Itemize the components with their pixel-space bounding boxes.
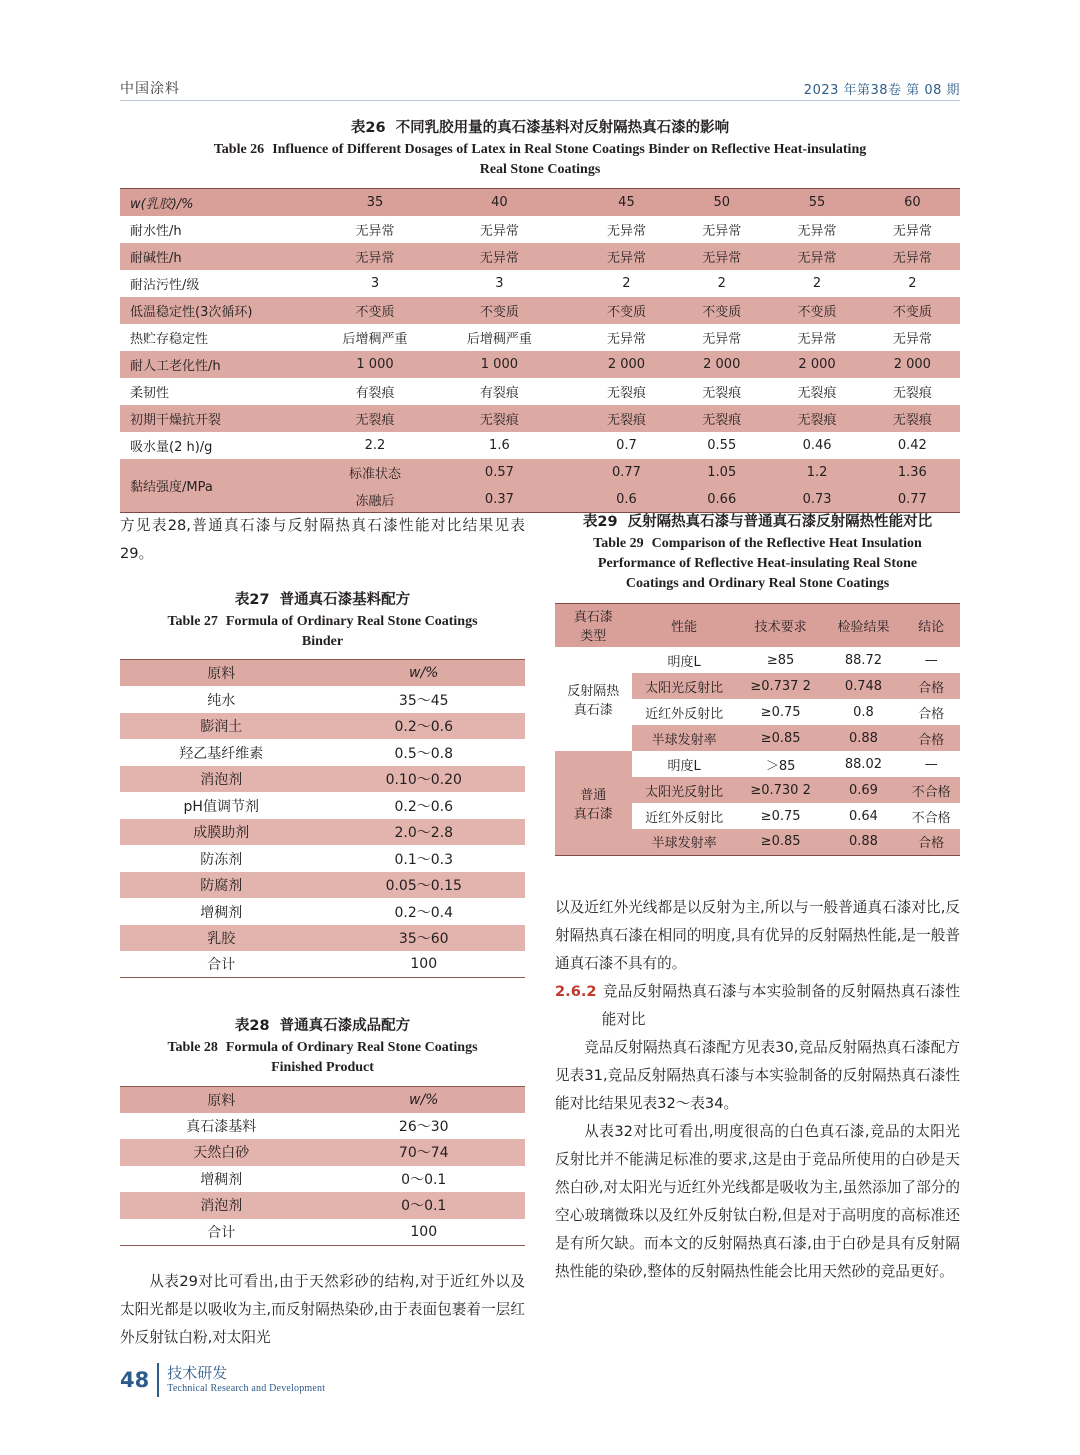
table26-caption-en-line2: Real Stone Coatings bbox=[479, 162, 601, 178]
cell: 有裂痕 bbox=[479, 385, 519, 401]
table-row bbox=[120, 872, 525, 899]
cell: — bbox=[924, 652, 938, 668]
table29-caption-en-num: Table 29 bbox=[593, 535, 644, 551]
cell: 2 bbox=[908, 275, 917, 291]
table28-caption-cn-text: 普通真石漆成品配方 bbox=[279, 1018, 411, 1035]
cell: 0.42 bbox=[897, 437, 927, 453]
table28-caption-en bbox=[120, 1038, 525, 1058]
table26-row5-label: 耐人工老化性/h bbox=[130, 358, 221, 374]
cell: 合格 bbox=[918, 706, 945, 722]
cell: ≥0.85 bbox=[760, 730, 801, 746]
cell: 0.57 bbox=[484, 464, 514, 480]
cell: 0.05～0.15 bbox=[385, 878, 462, 895]
cell: 不变质 bbox=[702, 304, 742, 320]
table29 bbox=[555, 603, 960, 856]
cell: 0.6 bbox=[616, 491, 637, 507]
cell: 0.5～0.8 bbox=[394, 745, 454, 762]
table26-caption-en2 bbox=[120, 160, 960, 180]
table-row bbox=[120, 1192, 525, 1219]
cell: 2.2 bbox=[364, 437, 386, 453]
cell: 0.64 bbox=[848, 808, 878, 824]
table26 bbox=[120, 188, 960, 513]
table-row bbox=[120, 270, 960, 297]
cell: 0.77 bbox=[897, 491, 927, 507]
page-number: 48 bbox=[120, 1368, 150, 1392]
table29-caption-en-line2: Performance of Reflective Heat-insulating Real Stone bbox=[597, 556, 918, 572]
table-row bbox=[120, 1139, 525, 1166]
cell: 不变质 bbox=[606, 304, 646, 320]
cell: ≥0.75 bbox=[760, 808, 801, 824]
table26-row2-label: 耐沾污性/级 bbox=[130, 277, 200, 293]
cell: 无异常 bbox=[892, 223, 932, 239]
table-row bbox=[120, 766, 525, 793]
table-row bbox=[120, 660, 525, 687]
running-head bbox=[120, 72, 960, 98]
table26-row1-label: 耐碱性/h bbox=[130, 250, 182, 266]
cell: 半球发射率 bbox=[651, 836, 717, 852]
table26-row7-label: 初期干燥抗开裂 bbox=[130, 412, 222, 428]
table26-sublabel-0: 标准状态 bbox=[348, 466, 401, 482]
table26-header-6: 60 bbox=[904, 195, 921, 211]
cell: 无裂痕 bbox=[606, 412, 646, 428]
cell: 明度L bbox=[667, 654, 701, 670]
left-intro-paragraph bbox=[120, 512, 525, 568]
cell: 膨润土 bbox=[200, 719, 243, 736]
table28-caption-en-line1: Formula of Ordinary Real Stone Coatings bbox=[225, 1040, 478, 1056]
cell: 0.2～0.4 bbox=[394, 904, 454, 921]
left-bottom-text: 从表29对比可看出,由于天然彩砂的结构,对于近红外以及太阳光都是以吸收为主,而反射隔热染砂,由于表面包裹着一层红外反射钛白粉,对太阳光 bbox=[120, 1272, 525, 1346]
table-row bbox=[120, 432, 960, 459]
table29-caption-en bbox=[555, 534, 960, 554]
cell: 无异常 bbox=[606, 331, 646, 347]
cell: 0.66 bbox=[707, 491, 737, 507]
table29-caption-en-line1: Comparison of the Reflective Heat Insulation bbox=[651, 535, 922, 551]
cell: 合格 bbox=[918, 680, 945, 696]
cell: 成膜助剂 bbox=[193, 825, 250, 842]
table-row bbox=[120, 739, 525, 766]
table29-caption-en2 bbox=[555, 554, 960, 574]
right-paragraph-2: 竞品反射隔热真石漆配方见表30,竞品反射隔热真石漆配方见表31,竞品反射隔热真石漆与本实验制备的反射隔热真石漆性能对比结果见表32～表34。 bbox=[555, 1038, 960, 1112]
cell: 无异常 bbox=[702, 331, 742, 347]
table26-header-5: 55 bbox=[808, 195, 826, 211]
right-paragraph-3: 从表32对比可看出,明度很高的白色真石漆,竞品的太阳光反射比并不能满足标准的要求,这是由于竞品所使用的白砂是天然白砂,对太阳光与近红外光线都是吸收为主,虽然添加了部分的空心玻璃微珠以及红外反射钛白粉,但是对于高明度的高标准还是有所欠缺。而本文的反射隔热真石漆,由于白砂是具有反射隔热性能的染砂,整体的反射隔热性能会比用天然砂的竞品更好。 bbox=[555, 1122, 960, 1280]
right-text-block bbox=[555, 894, 960, 1286]
table27-header-0: 原料 bbox=[207, 666, 236, 683]
table29-group1-l1: 普通 bbox=[580, 787, 607, 803]
table29-header-1: 性能 bbox=[671, 619, 698, 635]
cell: ≥0.737 2 bbox=[750, 678, 811, 694]
cell: 0.73 bbox=[802, 491, 832, 507]
cell: 2 000 bbox=[893, 356, 931, 372]
cell: 无裂痕 bbox=[892, 412, 932, 428]
cell: 无异常 bbox=[702, 223, 742, 239]
cell: 合格 bbox=[918, 836, 945, 852]
table29-group0-l2: 真石漆 bbox=[573, 703, 613, 719]
cell: 无裂痕 bbox=[797, 385, 837, 401]
cell: 0.88 bbox=[848, 730, 878, 746]
table-row bbox=[120, 925, 525, 952]
table29-header-2: 技术要求 bbox=[754, 619, 807, 635]
cell: 1 000 bbox=[356, 356, 394, 372]
table-row bbox=[120, 1113, 525, 1140]
cell: pH值调节剂 bbox=[183, 798, 259, 815]
cell: 无异常 bbox=[892, 250, 932, 266]
left-intro-text: 方见表28,普通真石漆与反射隔热真石漆性能对比结果见表29。 bbox=[120, 517, 525, 562]
right-column bbox=[555, 512, 960, 1286]
table26-row6-label: 柔韧性 bbox=[130, 385, 170, 401]
table-row bbox=[555, 647, 960, 673]
cell: 有裂痕 bbox=[355, 385, 395, 401]
table26-row0-label: 耐水性/h bbox=[130, 223, 182, 239]
table29-header-type bbox=[555, 603, 632, 647]
table27 bbox=[120, 659, 525, 978]
table-row bbox=[120, 713, 525, 740]
table-row bbox=[120, 819, 525, 846]
cell: 近红外反射比 bbox=[645, 706, 724, 722]
cell: 无异常 bbox=[479, 223, 519, 239]
cell: 0.2～0.6 bbox=[394, 719, 454, 736]
cell: 不变质 bbox=[355, 304, 395, 320]
table-row bbox=[120, 845, 525, 872]
cell: 无异常 bbox=[355, 250, 395, 266]
cell: 3 bbox=[495, 275, 504, 291]
cell: — bbox=[924, 756, 938, 772]
table-row bbox=[120, 405, 960, 432]
cell: 不合格 bbox=[911, 810, 951, 826]
cell: 明度L bbox=[667, 758, 701, 774]
cell: 合计 bbox=[207, 957, 236, 974]
footer-divider bbox=[157, 1363, 159, 1397]
table29-header-4: 结论 bbox=[918, 619, 945, 635]
table29-header-3: 检验结果 bbox=[837, 619, 890, 635]
cell: 防腐剂 bbox=[200, 878, 243, 895]
table29-header-type-l1: 真石漆 bbox=[573, 610, 613, 626]
table-row bbox=[120, 1086, 525, 1113]
table28-caption-en2 bbox=[120, 1058, 525, 1078]
cell: 羟乙基纤维素 bbox=[179, 745, 264, 762]
table27-caption-en-line2: Binder bbox=[301, 634, 344, 650]
footer-label-cn: 技术研发 bbox=[167, 1364, 228, 1382]
table26-block bbox=[120, 118, 960, 513]
table26-merged-label: 黏结强度/MPa bbox=[130, 480, 213, 496]
cell: 100 bbox=[410, 1223, 438, 1240]
cell: 35～60 bbox=[398, 931, 449, 948]
cell: 无异常 bbox=[702, 250, 742, 266]
table27-header-1: w/% bbox=[409, 665, 439, 682]
cell: 不变质 bbox=[892, 304, 932, 320]
cell: 后增稠严重 bbox=[466, 331, 532, 347]
table26-header-1: 35 bbox=[366, 195, 384, 211]
header-rule bbox=[120, 100, 960, 101]
table26-caption-cn-num: 表26 bbox=[350, 120, 386, 136]
table26-header-0: w(乳胶)/% bbox=[130, 197, 194, 213]
journal-name: 中国涂料 bbox=[120, 81, 180, 97]
cell: 无异常 bbox=[797, 250, 837, 266]
cell: 合计 bbox=[207, 1224, 236, 1241]
cell: 2 000 bbox=[607, 356, 646, 372]
table26-caption-cn-text: 不同乳胶用量的真石漆基料对反射隔热真石漆的影响 bbox=[395, 120, 730, 136]
table26-caption-en-num: Table 26 bbox=[213, 141, 265, 157]
cell: 1.36 bbox=[897, 464, 927, 480]
cell: 增稠剂 bbox=[200, 904, 243, 921]
cell: 天然白砂 bbox=[193, 1145, 250, 1162]
cell: 0.46 bbox=[802, 437, 832, 453]
section-heading-262 bbox=[555, 978, 960, 1034]
cell: 88.02 bbox=[844, 756, 883, 772]
table26-caption-cn bbox=[120, 118, 960, 140]
table28-caption-en-line2: Finished Product bbox=[271, 1060, 374, 1076]
table-row bbox=[120, 378, 960, 405]
cell: 无异常 bbox=[355, 223, 395, 239]
cell: 乳胶 bbox=[207, 931, 236, 948]
cell: 半球发射率 bbox=[651, 732, 717, 748]
table-row bbox=[120, 686, 525, 713]
cell: 88.72 bbox=[844, 652, 883, 668]
right-paragraph-1: 以及近红外光线都是以反射为主,所以与一般普通真石漆对比,反射隔热真石漆在相同的明度,具有优异的反射隔热性能,是一般普通真石漆不具有的。 bbox=[555, 898, 960, 972]
cell: 2 bbox=[717, 275, 726, 291]
left-bottom-paragraph bbox=[120, 1268, 525, 1352]
table28-caption-cn-num: 表28 bbox=[234, 1018, 270, 1035]
table-row bbox=[120, 351, 960, 378]
table29-caption-en3 bbox=[555, 574, 960, 594]
cell: ＞85 bbox=[765, 758, 796, 774]
cell: 0.77 bbox=[611, 464, 641, 480]
cell: 无异常 bbox=[797, 331, 837, 347]
cell: 0.55 bbox=[707, 437, 737, 453]
table27-caption-en-line1: Formula of Ordinary Real Stone Coatings bbox=[225, 613, 478, 629]
table29-group1-name bbox=[555, 751, 632, 855]
table29-group0-l1: 反射隔热 bbox=[567, 684, 620, 700]
cell: 0.7 bbox=[616, 437, 637, 453]
table28-caption-cn bbox=[120, 1016, 525, 1038]
cell: 0.10～0.20 bbox=[385, 772, 462, 789]
cell: 不变质 bbox=[797, 304, 837, 320]
table29-block bbox=[555, 512, 960, 856]
cell: ≥0.75 bbox=[760, 704, 801, 720]
section-number: 2.6.2 bbox=[555, 982, 597, 1000]
table29-header-type-l2: 类型 bbox=[580, 629, 607, 645]
cell: 无裂痕 bbox=[702, 412, 742, 428]
cell: 太阳光反射比 bbox=[645, 784, 724, 800]
cell: 近红外反射比 bbox=[645, 810, 724, 826]
cell: 0.88 bbox=[848, 834, 878, 850]
table26-header-2: 40 bbox=[491, 195, 508, 211]
cell: 太阳光反射比 bbox=[645, 680, 724, 696]
footer-label-en: Technical Research and Development bbox=[167, 1383, 326, 1394]
table27-caption-cn bbox=[120, 590, 525, 612]
table-row bbox=[120, 951, 525, 978]
cell: 无裂痕 bbox=[355, 412, 395, 428]
table26-header-3: 45 bbox=[618, 195, 635, 211]
cell: 100 bbox=[410, 956, 438, 973]
table29-group1-l2: 真石漆 bbox=[573, 806, 613, 822]
table28-header-0: 原料 bbox=[207, 1092, 236, 1109]
table29-caption-cn bbox=[555, 512, 960, 534]
cell: 1.2 bbox=[806, 464, 828, 480]
cell: 0.1～0.3 bbox=[394, 851, 454, 868]
table-row bbox=[120, 297, 960, 324]
table28 bbox=[120, 1086, 525, 1246]
table27-caption-cn-num: 表27 bbox=[234, 592, 270, 608]
cell: 1.05 bbox=[707, 464, 737, 480]
cell: ≥0.85 bbox=[760, 834, 801, 850]
cell: 后增稠严重 bbox=[342, 331, 408, 347]
table26-row3-label: 低温稳定性(3次循环) bbox=[130, 304, 253, 320]
cell: 增稠剂 bbox=[200, 1171, 243, 1188]
table28-header-1: w/% bbox=[409, 1091, 439, 1108]
table26-caption-en bbox=[120, 140, 960, 160]
cell: 无裂痕 bbox=[702, 385, 742, 401]
cell: 2.0～2.8 bbox=[394, 825, 454, 842]
cell: 35～45 bbox=[398, 692, 449, 709]
table29-caption-cn-num: 表29 bbox=[582, 514, 618, 530]
cell: 26～30 bbox=[398, 1118, 449, 1135]
cell: ≥0.730 2 bbox=[750, 782, 811, 798]
table26-header-4: 50 bbox=[713, 195, 731, 211]
table-row bbox=[555, 603, 960, 647]
cell: 真石漆基料 bbox=[186, 1118, 257, 1135]
left-column bbox=[120, 512, 525, 1352]
cell: 无裂痕 bbox=[479, 412, 519, 428]
table26-sublabel-1: 冻融后 bbox=[355, 493, 395, 509]
table28-caption-en-num: Table 28 bbox=[167, 1040, 218, 1056]
cell: 0～0.1 bbox=[401, 1198, 447, 1215]
cell: 无异常 bbox=[606, 250, 646, 266]
cell: 无异常 bbox=[892, 331, 932, 347]
table-row bbox=[120, 324, 960, 351]
cell: 2 bbox=[622, 275, 631, 291]
cell: 无异常 bbox=[797, 223, 837, 239]
cell: 不合格 bbox=[911, 784, 951, 800]
cell: 防冻剂 bbox=[200, 851, 243, 868]
cell: ≥85 bbox=[766, 652, 795, 668]
cell: 消泡剂 bbox=[200, 772, 243, 789]
cell: 70～74 bbox=[398, 1145, 449, 1162]
cell: 消泡剂 bbox=[200, 1198, 243, 1215]
table-row bbox=[120, 1219, 525, 1246]
table29-caption-en-line3: Coatings and Ordinary Real Stone Coatings bbox=[625, 576, 890, 592]
table-row bbox=[120, 216, 960, 243]
cell: 0～0.1 bbox=[401, 1171, 447, 1188]
cell: 纯水 bbox=[207, 692, 236, 709]
table27-caption-en2 bbox=[120, 632, 525, 652]
table27-caption-cn-text: 普通真石漆基料配方 bbox=[279, 592, 411, 608]
table-row bbox=[120, 898, 525, 925]
cell: 2 bbox=[812, 275, 822, 291]
cell: 无裂痕 bbox=[892, 385, 932, 401]
table27-block bbox=[120, 590, 525, 978]
table26-row8-label: 吸水量(2 h)/g bbox=[130, 439, 213, 455]
cell: 1 000 bbox=[480, 356, 518, 372]
cell: 无异常 bbox=[479, 250, 519, 266]
table-row bbox=[120, 189, 960, 216]
table26-caption-en-line1: Influence of Different Dosages of Latex in Real Stone Coatings Binder on Reflective Heat-insulating bbox=[272, 141, 867, 157]
cell: 0.748 bbox=[844, 678, 883, 694]
table29-group0-name bbox=[555, 647, 632, 751]
issue-info: 2023 年第38卷 第 08 期 bbox=[803, 83, 960, 98]
table27-caption-en bbox=[120, 612, 525, 632]
table28-block bbox=[120, 1016, 525, 1245]
cell: 0.2～0.6 bbox=[394, 798, 454, 815]
cell: 合格 bbox=[918, 732, 945, 748]
cell: 2 000 bbox=[703, 356, 741, 372]
cell: 无裂痕 bbox=[606, 385, 646, 401]
cell: 不变质 bbox=[479, 304, 519, 320]
cell: 无异常 bbox=[606, 223, 646, 239]
table26-row4-label: 热贮存稳定性 bbox=[130, 331, 209, 347]
table-row bbox=[120, 1166, 525, 1193]
footer-label-group bbox=[167, 1365, 325, 1395]
table-row bbox=[555, 751, 960, 777]
table-row bbox=[120, 459, 960, 486]
cell: 2 000 bbox=[798, 356, 836, 372]
cell: 3 bbox=[370, 275, 380, 291]
table29-caption-cn-text: 反射隔热真石漆与普通真石漆反射隔热性能对比 bbox=[627, 514, 933, 530]
page-footer bbox=[120, 1363, 325, 1397]
section-title: 竞品反射隔热真石漆与本实验制备的反射隔热真石漆性能对比 bbox=[601, 982, 960, 1028]
cell: 0.37 bbox=[484, 491, 514, 507]
cell: 0.69 bbox=[848, 782, 878, 798]
cell: 无裂痕 bbox=[797, 412, 837, 428]
table-row bbox=[120, 792, 525, 819]
cell: 0.8 bbox=[853, 704, 874, 720]
table27-caption-en-num: Table 27 bbox=[167, 613, 218, 629]
table-row bbox=[120, 243, 960, 270]
cell: 1.6 bbox=[489, 437, 510, 453]
